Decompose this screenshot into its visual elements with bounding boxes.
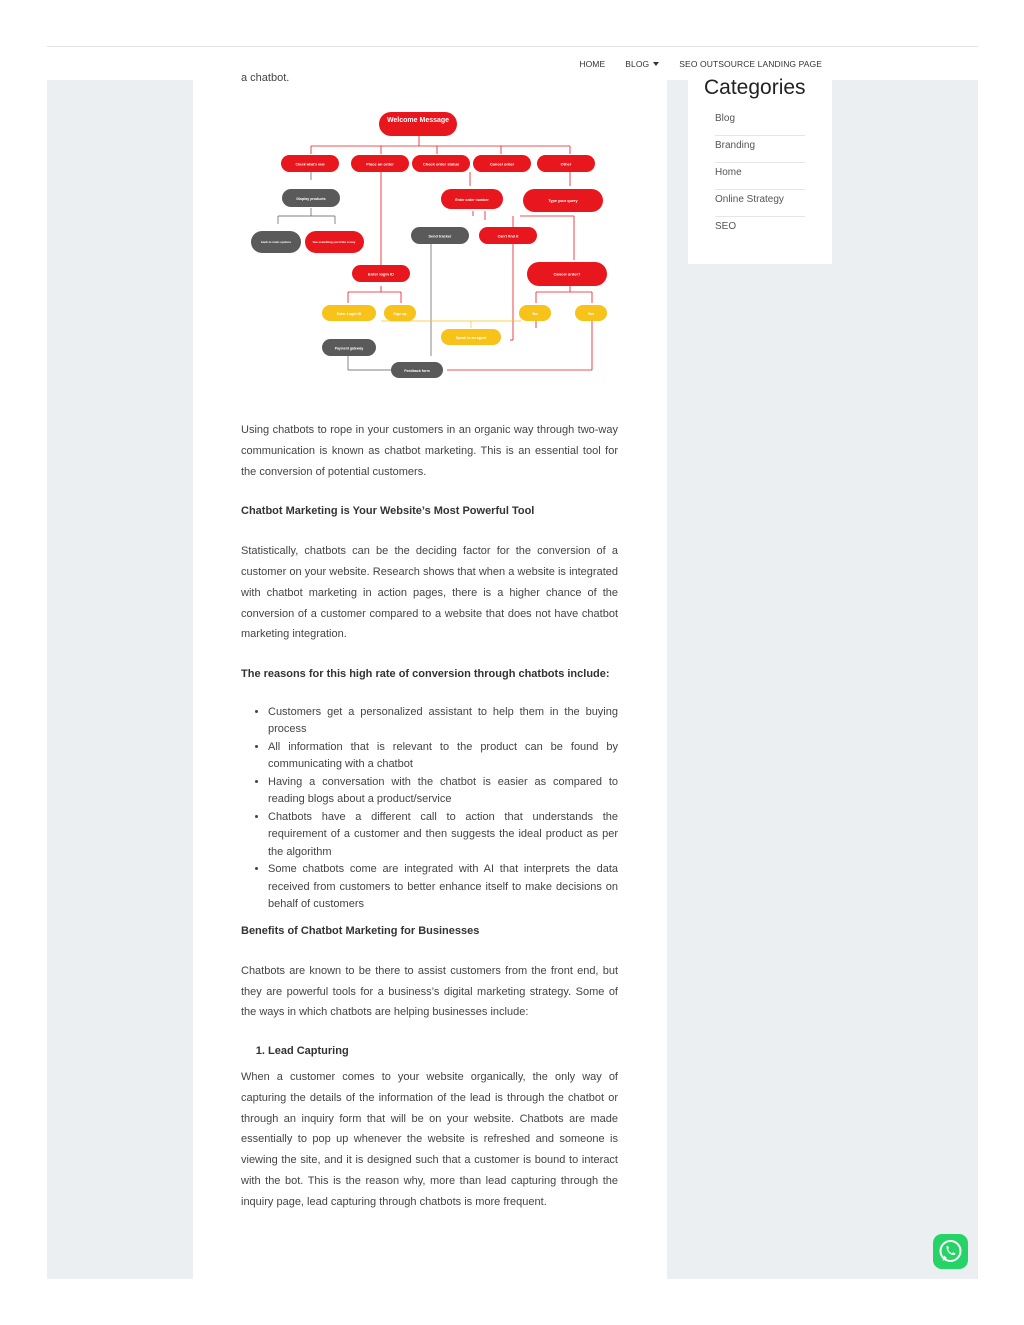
- node-cancel-order: Cancel order: [489, 161, 515, 167]
- node-back-main: back to main options: [260, 240, 292, 244]
- node-order-number: Enter order number: [455, 198, 489, 202]
- cut-off-text: a chatbot.: [241, 72, 290, 84]
- list-item: • Customers get a personalized assistant to help them in the buying process: [268, 704, 618, 739]
- category-blog[interactable]: Blog: [715, 109, 805, 136]
- node-login-id: Enter login ID: [368, 271, 394, 277]
- node-place-order: Place an order: [366, 161, 394, 167]
- list-item: • Chatbots have a different call to action that understands the requirement of a customer and then suggests the ideal product as per the algorithm: [268, 809, 618, 862]
- nav-home[interactable]: [579, 59, 605, 69]
- node-send-tracker: Send tracker: [428, 234, 452, 239]
- chatbot-flowchart: [251, 110, 621, 380]
- nav-home-label: HOME: [579, 59, 606, 69]
- paragraph-statistics: Statistically, chatbots can be the deciding factor for the conversion of a customer on your website. Research shows that when a website is integrated with chatbot marketing in action pages, there is a higher chance of the conversion of a customer compared to a website that does not have chatbot marketing integration.: [241, 545, 618, 641]
- category-list: [715, 109, 805, 244]
- sidebar-title: Categories: [704, 76, 806, 99]
- category-seo[interactable]: SEO: [715, 221, 737, 232]
- heading-powerful-tool: Chatbot Marketing is Your Website’s Most Powerful Tool: [241, 505, 535, 518]
- heading-benefits: Benefits of Chatbot Marketing for Businesses: [241, 924, 480, 937]
- list-item: • All information that is relevant to the product can be found by communicating with a chatbot: [268, 739, 618, 774]
- article-body: [241, 420, 618, 1213]
- whatsapp-button[interactable]: [933, 1234, 968, 1269]
- node-check: Check what's new: [295, 162, 325, 167]
- category-online-strategy[interactable]: Online Strategy: [715, 190, 805, 217]
- node-sign-up: Sign up: [393, 312, 407, 316]
- benefit-lead-capturing: 1. Lead Capturing: [268, 1041, 618, 1062]
- chevron-down-icon: [653, 62, 659, 66]
- node-display-products: Display products: [296, 197, 326, 201]
- node-other: Other: [560, 161, 572, 167]
- sidebar-categories: [688, 76, 832, 264]
- node-cant-find: Can't find it: [497, 234, 519, 239]
- list-item: • Having a conversation with the chatbot is easier as compared to reading blogs about a product/service: [268, 774, 618, 809]
- node-yes: Yes: [587, 312, 595, 316]
- nav-seo-label: SEO OUTSOURCE LANDING PAGE: [679, 59, 822, 69]
- paragraph-benefits: Chatbots are known to be there to assist customers from the front end, but they are powerful tools for a business’s digital marketing strategy. Some of the ways in which chatbots are helping businesses include:: [241, 964, 618, 1019]
- category-home[interactable]: Home: [715, 163, 805, 190]
- nav-blog[interactable]: [625, 59, 659, 69]
- paragraph-intro: Using chatbots to rope in your customers in an organic way through two-way communication is known as chatbot marketing. This is an essential tool for the conversion of potential customers.: [241, 424, 618, 478]
- top-navigation-bar: [47, 46, 978, 80]
- reasons-list: [241, 704, 618, 914]
- node-query: Type your query: [548, 199, 578, 203]
- benefits-list: [241, 1041, 618, 1062]
- whatsapp-icon: [933, 1234, 968, 1269]
- node-order-status: Check order status: [422, 161, 460, 167]
- node-see-something: See something you'd like to buy: [312, 240, 356, 244]
- node-feedback: Feedback form: [404, 369, 430, 373]
- node-cancel-q: Cancel order?: [553, 271, 581, 277]
- node-no: No: [532, 312, 538, 316]
- heading-reasons: The reasons for this high rate of conversion through chatbots include:: [241, 668, 610, 681]
- paragraph-lead-capturing: When a customer comes to your website organically, the only way of capturing the details of the information of the lead is through the chatbot or through an inquiry form that will be on your website. Chatbots are made essentially to pop up whenever the website is refreshed and someone is viewing the site, and it is designed such that a customer is bound to interact with the bot. This is the reason why, more than lead capturing through the inquiry page, lead capturing through chatbots is more frequent.: [241, 1070, 618, 1208]
- node-agent: Speak to an agent: [455, 336, 487, 340]
- category-branding[interactable]: Branding: [715, 136, 805, 163]
- node-welcome: Welcome Message: [386, 117, 450, 124]
- list-item: • Some chatbots come are integrated with AI that interprets the data received from customers to better enhance itself to make decisions on behalf of customers: [268, 861, 618, 914]
- nav-seo-landing[interactable]: [679, 59, 822, 69]
- nav-blog-label: BLOG: [625, 59, 650, 69]
- node-payment: Payment gateway: [334, 346, 364, 351]
- main-content: [193, 72, 667, 1279]
- node-login-id-2: Enter Login ID: [336, 312, 362, 316]
